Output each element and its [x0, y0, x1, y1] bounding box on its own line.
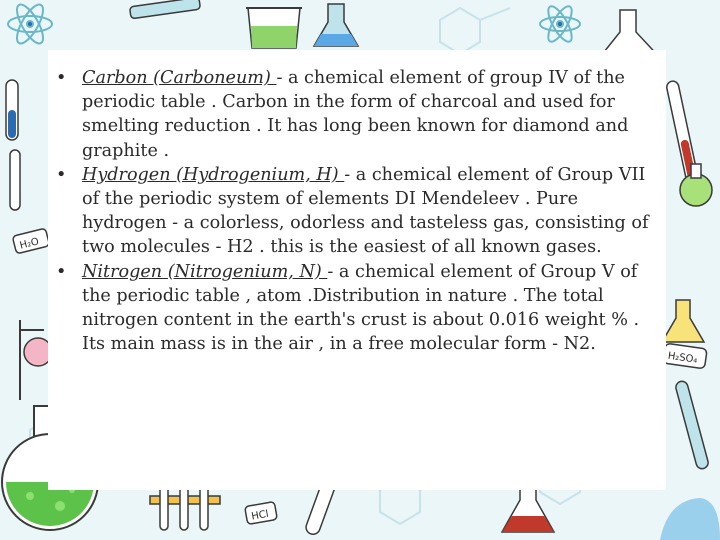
h2so4-label: H₂SO₄ [667, 350, 699, 366]
h2o-label: H₂O [18, 236, 41, 252]
list-item-carbon [56, 66, 656, 163]
description-carbon: - a chemical element of group IV of the periodic table . Carbon in the form of charcoal and used for smelting reduction . It has long been known for diamond and graphite . [82, 68, 629, 161]
test-tube-right-icon [675, 380, 710, 470]
bullet-list [56, 66, 656, 356]
bullet-icon: • [56, 68, 67, 88]
flask-icon [314, 4, 358, 46]
bullet-icon: • [56, 164, 67, 185]
hcl-tag-icon [245, 502, 278, 525]
list-item-hydrogen [56, 163, 656, 260]
term-nitrogen: Nitrogen (Nitrogenium, N) [82, 261, 328, 282]
list-item-nitrogen [56, 260, 656, 357]
beaker-icon [246, 8, 302, 48]
description-nitrogen: - a chemical element of Group V of the periodic table , atom .Distribution in nature . The total nitrogen content in the earth's crust is about 0.016 weight % . Its main mass is in the air , in a free molecular form - N2. [82, 261, 640, 355]
left-test-tubes-icon [6, 80, 20, 210]
description-hydrogen: - a chemical element of Group VII of the periodic system of elements DI Mendeleev . Pure hydrogen - a colorless, odorless and tasteless gas, consisting of two molecules - H2 . this is the easiest of all known gases. [82, 164, 649, 258]
term-hydrogen: Hydrogen (Hydrogenium, H) [82, 164, 345, 185]
hcl-label: HCl [250, 508, 270, 523]
term-carbon: Carbon (Carboneum) [82, 68, 277, 88]
test-tube-icon [130, 0, 201, 19]
water-tag-icon [12, 228, 49, 254]
bullet-icon: • [56, 261, 67, 282]
blue-splash-icon [660, 498, 720, 540]
sulfuric-acid-flask-icon [662, 300, 707, 369]
atom-icon-top-right [540, 3, 580, 45]
atom-icon [8, 1, 52, 47]
